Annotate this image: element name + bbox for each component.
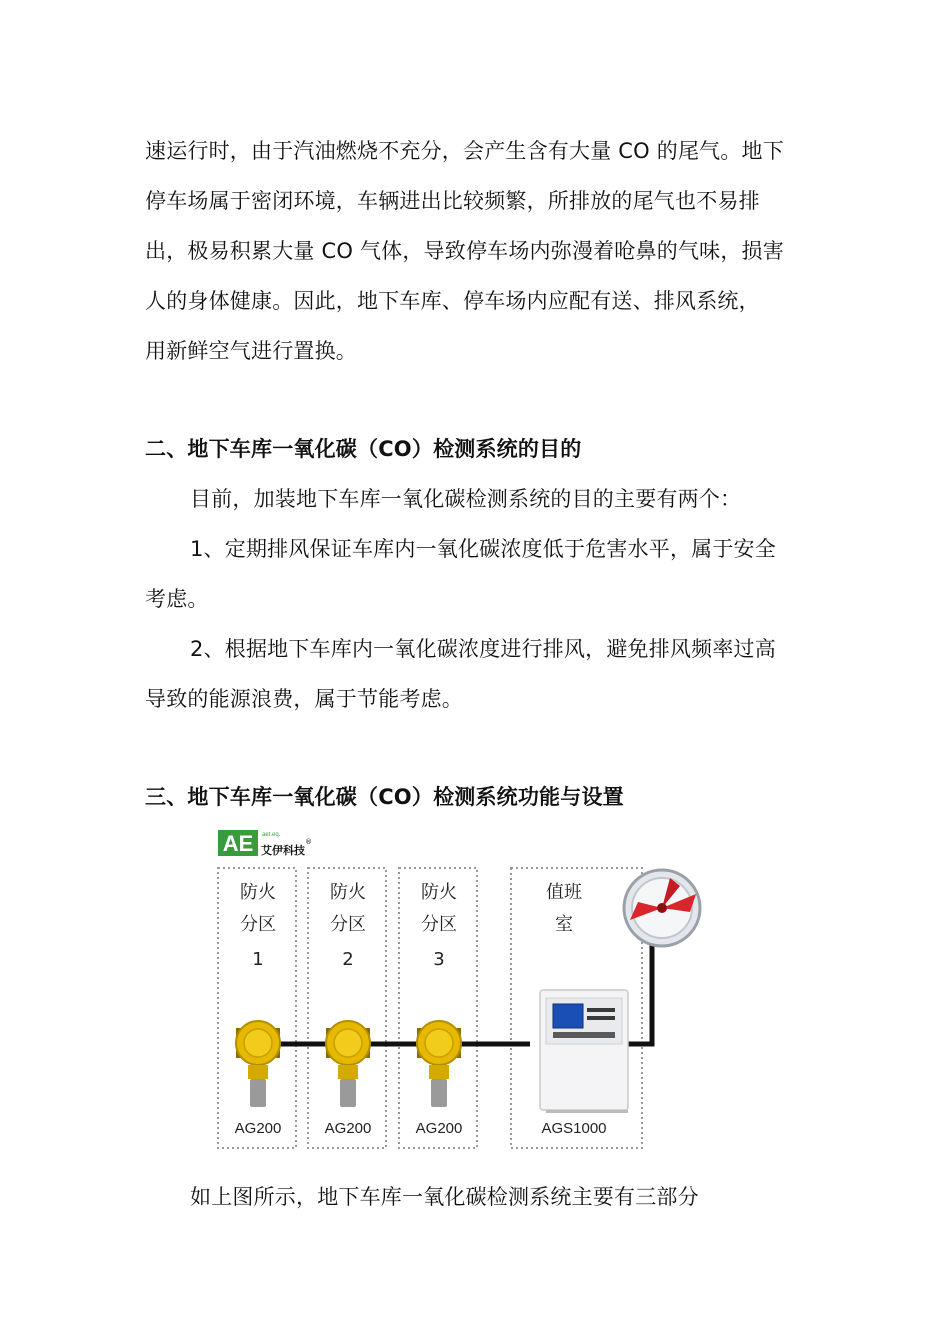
zone3-label-line1: 防火 <box>421 882 457 903</box>
device-label-3: AG200 <box>415 1120 463 1137</box>
zone3-label-line3: 3 <box>433 949 445 970</box>
paragraph-line-4: 人的身体健康。因此，地下车库、停车场内应配有送、排风系统， <box>145 289 760 313</box>
device-label-1: AG200 <box>234 1120 282 1137</box>
device-label-2: AG200 <box>324 1120 372 1137</box>
zone2-label-line1: 防火 <box>330 882 366 903</box>
paragraph-line-1: 速运行时，由于汽油燃烧不充分，会产生含有大量 CO 的尾气。地下 <box>145 139 784 163</box>
device-label-controller: AGS1000 <box>541 1120 607 1137</box>
section2-item2-line2: 导致的能源浪费，属于节能考虑。 <box>145 687 463 711</box>
logo-mark: AE <box>222 831 254 856</box>
zone1-label-line1: 防火 <box>240 882 276 903</box>
logo-name: 艾伊科技 <box>261 844 305 857</box>
section2-item1-line2: 考虑。 <box>145 587 209 611</box>
section2-intro: 目前，加装地下车库一氧化碳检测系统的目的主要有两个： <box>190 487 742 511</box>
zone1-label-line3: 1 <box>252 949 264 970</box>
section2-item2-line1: 2、根据地下车库内一氧化碳浓度进行排风，避免排风频率过高 <box>190 637 776 661</box>
co-detection-system-diagram <box>210 822 730 1157</box>
duty-room-label-line2: 室 <box>555 914 573 935</box>
logo-small-text: aet.eq. <box>262 832 281 838</box>
controller-unit <box>540 990 628 1113</box>
section3-heading: 三、地下车库一氧化碳（CO）检测系统功能与设置 <box>145 785 624 809</box>
zone1-label-line2: 分区 <box>240 914 276 935</box>
paragraph-line-3: 出，极易积累大量 CO 气体，导致停车场内弥漫着呛鼻的气味，损害 <box>145 239 784 263</box>
section3-after-diagram: 如上图所示，地下车库一氧化碳检测系统主要有三部分 <box>190 1185 699 1209</box>
gas-detector-2 <box>326 1021 370 1107</box>
paragraph-line-2: 停车场属于密闭环境，车辆进出比较频繁，所排放的尾气也不易排 <box>145 189 760 213</box>
zone2-label-line3: 2 <box>342 949 354 970</box>
exhaust-fan-icon <box>624 870 700 946</box>
zone3-label-line2: 分区 <box>421 914 457 935</box>
section2-heading: 二、地下车库一氧化碳（CO）检测系统的目的 <box>145 437 582 461</box>
section2-item1-line1: 1、定期排风保证车库内一氧化碳浓度低于危害水平，属于安全 <box>190 537 776 561</box>
logo-registered: ® <box>305 838 312 846</box>
gas-detector-3 <box>417 1021 461 1107</box>
zone2-label-line2: 分区 <box>330 914 366 935</box>
paragraph-line-5: 用新鲜空气进行置换。 <box>145 339 357 363</box>
gas-detector-1 <box>236 1021 280 1107</box>
company-logo <box>218 830 312 857</box>
duty-room-label-line1: 值班 <box>546 882 582 903</box>
